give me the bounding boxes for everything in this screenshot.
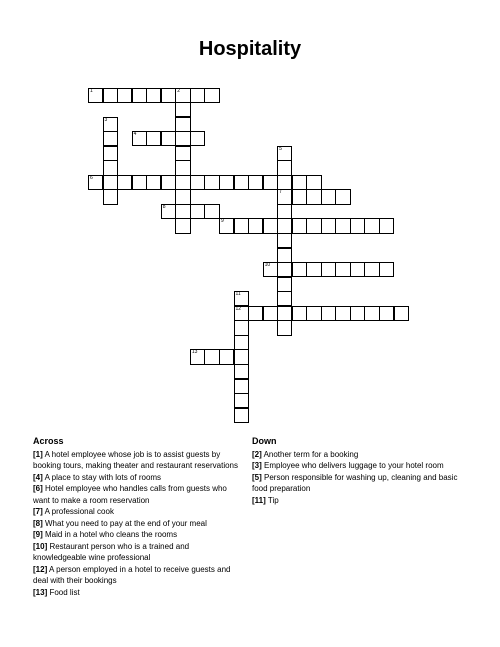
grid-cell[interactable] [190,204,205,219]
grid-cell[interactable] [292,189,307,204]
across-clues [33,436,243,598]
page-title: Hospitality [198,38,302,60]
grid-cell[interactable] [103,117,118,132]
grid-cell[interactable] [306,218,321,233]
clue-text: Another term for a booking [261,449,359,459]
grid-cell[interactable] [161,88,176,103]
clue-number: 11 [235,291,241,298]
clue-label: [7] [33,507,43,516]
grid-cell[interactable] [277,175,292,190]
clue-text: A person employed in a hotel to receive guests and deal with their bookings [33,564,231,585]
grid-cell[interactable] [190,88,205,103]
clue-text: Person responsible for washing up, cleaning and basic food preparation [252,472,458,493]
down-clues [252,436,467,506]
grid-cell[interactable] [234,175,249,190]
grid-cell[interactable] [277,204,292,219]
grid-cell[interactable] [161,175,176,190]
grid-cell[interactable] [175,117,190,132]
grid-cell[interactable] [88,88,103,103]
clue-number: 5 [279,145,282,152]
clue-label: [13] [33,587,48,597]
clue-text: Hotel employee who handles calls from guests who want to make a room reservation [33,484,227,505]
clue-number: 9 [220,218,224,225]
across-clue [33,587,243,599]
grid-cell[interactable] [146,175,161,190]
grid-cell[interactable] [292,262,307,277]
grid-cell[interactable] [234,306,249,321]
grid-cell[interactable] [277,306,292,321]
grid-cell[interactable] [234,364,249,379]
across-clue [33,529,243,541]
clue-text: Maid in a hotel who cleans the rooms [42,530,178,539]
down-clue [252,449,467,461]
grid-cell[interactable] [175,131,190,146]
grid-cell[interactable] [321,306,336,321]
grid-cell[interactable] [132,131,147,146]
clue-text: Tip [265,495,279,505]
grid-cell[interactable] [175,146,190,161]
across-clue [33,506,243,518]
grid-cell[interactable] [175,88,190,103]
down-heading: Down [252,436,277,446]
grid-cell[interactable] [350,218,365,233]
clue-label: [12] [33,564,48,574]
grid-cell[interactable] [306,189,321,204]
grid-cell[interactable] [117,175,132,190]
grid-cell[interactable] [350,262,365,277]
grid-cell[interactable] [132,175,147,190]
grid-cell[interactable] [234,291,249,306]
grid-cell[interactable] [175,218,190,233]
grid-cell[interactable] [277,277,292,292]
clue-label: [3] [252,461,262,470]
grid-cell[interactable] [364,262,379,277]
grid-cell[interactable] [175,204,190,219]
grid-cell[interactable] [190,175,205,190]
clue-text: A professional cook [42,507,114,516]
across-clue [33,449,243,472]
grid-cell[interactable] [364,218,379,233]
clue-label: [4] [33,472,43,482]
grid-cell[interactable] [364,306,379,321]
grid-cell[interactable] [292,218,307,233]
clue-label: [8] [33,518,43,528]
grid-cell[interactable] [394,306,409,321]
clue-label: [9] [33,530,43,539]
clue-text: Restaurant person who is a trained and knowledgeable wine professional [33,541,190,562]
grid-cell[interactable] [175,189,190,204]
grid-cell[interactable] [350,306,365,321]
grid-cell[interactable] [175,102,190,117]
grid-cell[interactable] [175,175,190,190]
grid-cell[interactable] [321,262,336,277]
grid-cell[interactable] [234,218,249,233]
clue-number: 6 [90,174,93,181]
grid-cell[interactable] [219,175,234,190]
grid-cell[interactable] [263,218,278,233]
down-clue-list [252,449,467,507]
clue-number: 8 [162,203,166,210]
grid-cell[interactable] [248,175,263,190]
clue-number: 7 [279,189,282,196]
grid-cell[interactable] [161,131,176,146]
grid-cell[interactable] [103,131,118,146]
grid-cell[interactable] [306,175,321,190]
grid-cell[interactable] [234,408,249,423]
grid-cell[interactable] [263,175,278,190]
grid-cell[interactable] [190,349,205,364]
grid-cell[interactable] [132,88,147,103]
grid-cell[interactable] [321,189,336,204]
grid-cell[interactable] [277,320,292,335]
across-clue [33,472,243,484]
grid-cell[interactable] [103,189,118,204]
clue-label: [2] [252,449,262,459]
clue-label: [6] [33,484,43,493]
grid-cell[interactable] [117,88,132,103]
grid-cell[interactable] [161,204,176,219]
clue-label: [5] [252,472,262,482]
grid-cell[interactable] [219,349,234,364]
down-clue [252,472,467,495]
grid-cell[interactable] [277,189,292,204]
grid-cell[interactable] [277,233,292,248]
across-clue [33,541,243,564]
grid-cell[interactable] [248,306,263,321]
grid-cell[interactable] [379,218,394,233]
grid-cell[interactable] [306,306,321,321]
grid-cell[interactable] [219,218,234,233]
grid-cell[interactable] [379,306,394,321]
down-clue [252,495,467,507]
clue-number: 1 [90,87,93,94]
grid-cell[interactable] [175,160,190,175]
clue-number: 4 [133,131,137,138]
clue-text: Employee who delivers luggage to your hotel room [261,461,444,470]
grid-cell[interactable] [103,160,118,175]
grid-cell[interactable] [335,218,350,233]
grid-cell[interactable] [204,88,219,103]
grid-cell[interactable] [277,146,292,161]
grid-cell[interactable] [204,175,219,190]
grid-cell[interactable] [277,262,292,277]
grid-cell[interactable] [277,218,292,233]
clue-number: 3 [104,116,108,123]
grid-cell[interactable] [335,189,350,204]
clue-number: 2 [177,87,181,94]
grid-cell[interactable] [234,349,249,364]
clue-number: 13 [191,349,198,356]
clue-text: A hotel employee whose job is to assist guests by booking tours, making theater and restaurant reservations [33,449,239,470]
grid-cell[interactable] [146,88,161,103]
clue-number: 10 [264,262,271,269]
grid-cell[interactable] [103,175,118,190]
across-clue-list [33,449,243,599]
down-clue [252,460,467,472]
grid-cell[interactable] [88,175,103,190]
across-clue [33,483,243,506]
grid-cell[interactable] [234,379,249,394]
grid-cell[interactable] [234,335,249,350]
grid-cell[interactable] [263,306,278,321]
grid-cell[interactable] [292,175,307,190]
grid-cell[interactable] [234,320,249,335]
clue-text: What you need to pay at the end of your meal [42,518,207,528]
across-clue [33,518,243,530]
grid-cell[interactable] [234,393,249,408]
clue-label: [11] [252,495,266,505]
across-heading: Across [33,436,64,446]
clue-text: A place to stay with lots of rooms [42,472,162,482]
clue-label: [1] [33,449,43,459]
grid-cell[interactable] [277,160,292,175]
grid-cell[interactable] [306,262,321,277]
grid-cell[interactable] [190,131,205,146]
grid-cell[interactable] [103,146,118,161]
grid-cell[interactable] [335,306,350,321]
clue-label: [10] [33,541,48,551]
grid-cell[interactable] [204,204,219,219]
grid-cell[interactable] [263,262,278,277]
grid-cell[interactable] [335,262,350,277]
clue-number: 12 [235,305,242,312]
grid-cell[interactable] [248,218,263,233]
grid-cell[interactable] [204,349,219,364]
grid-cell[interactable] [321,218,336,233]
grid-cell[interactable] [146,131,161,146]
clue-text: Food list [47,587,80,597]
across-clue [33,564,243,587]
grid-cell[interactable] [277,248,292,263]
grid-cell[interactable] [277,291,292,306]
grid-cell[interactable] [379,262,394,277]
grid-cell[interactable] [103,88,118,103]
grid-cell[interactable] [292,306,307,321]
